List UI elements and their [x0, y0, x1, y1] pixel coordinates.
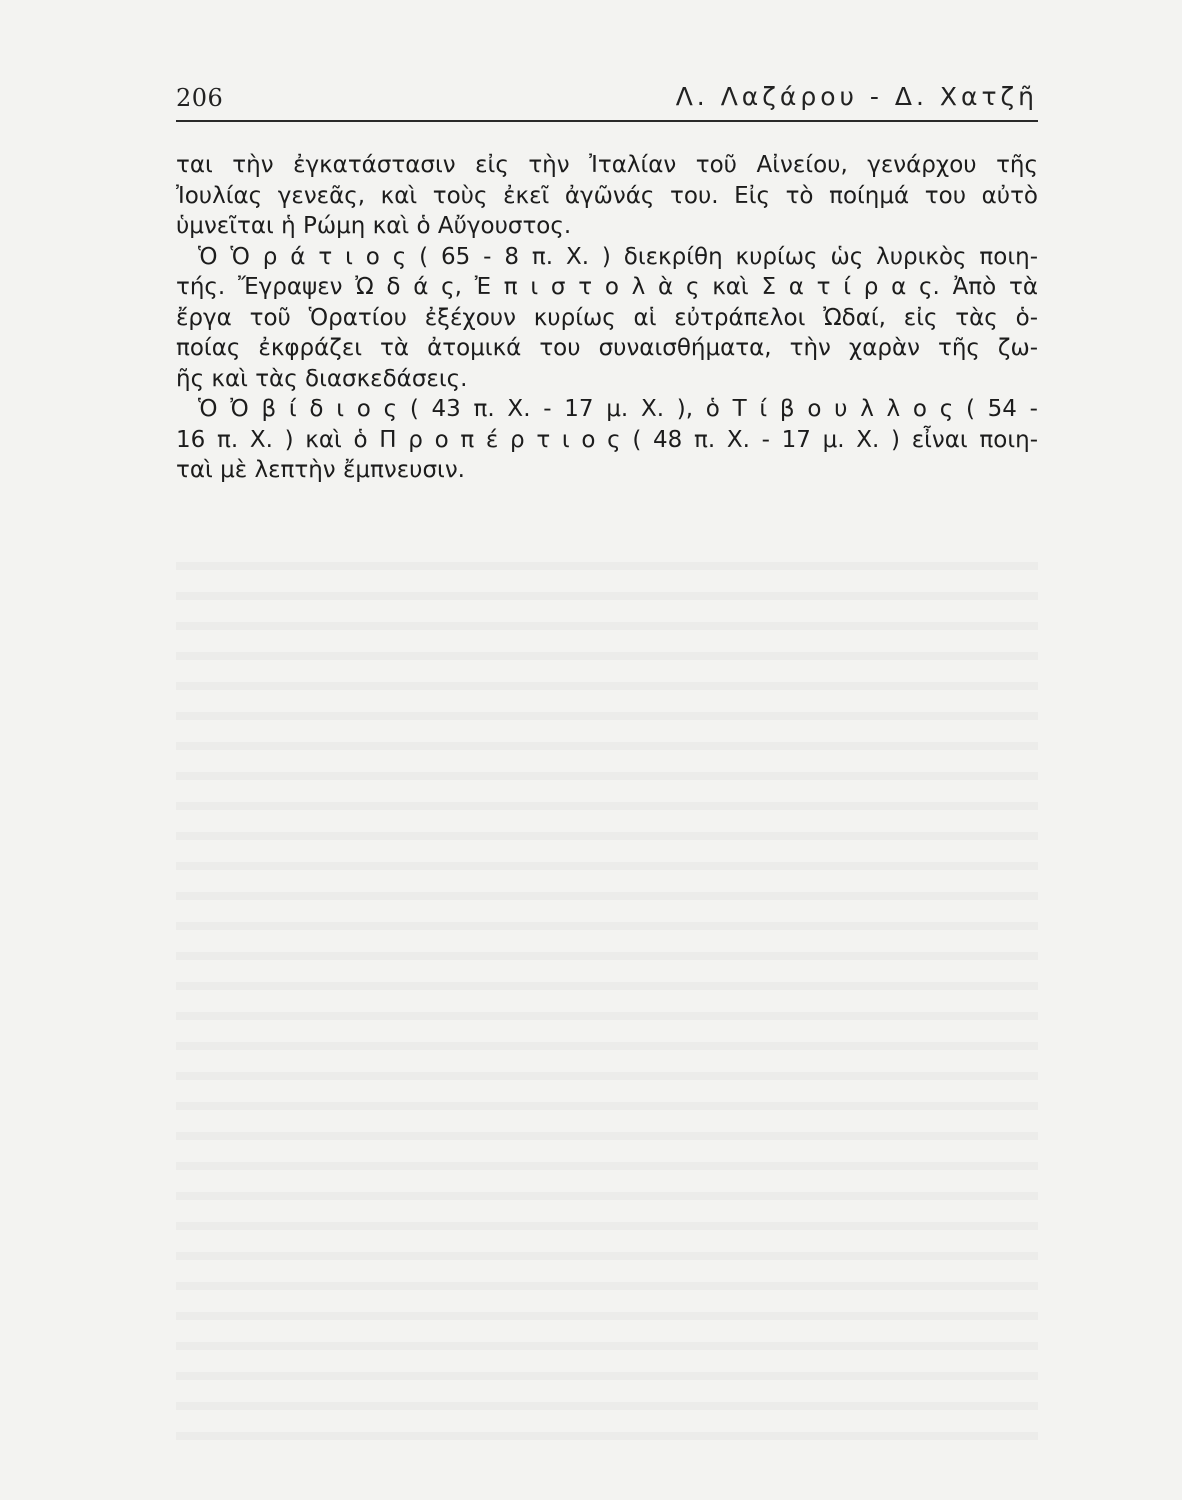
- text-line-1: ται τὴν ἐγκατάστασιν εἰς τὴν Ἰταλίαν τοῦ Αἰνείου, γενάρχου τῆς: [176, 152, 1038, 178]
- text-line-2: Ἰουλίας γενεᾶς, καὶ τοὺς ἐκεῖ ἀγῶνάς του. Εἰς τὸ ποίημά του αὐτὸ: [176, 182, 1038, 209]
- text-line-6: ἔργα τοῦ Ὁρατίου ἐξέχουν κυρίως αἱ εὐτράπελοι Ὠδαί, εἰς τὰς ὁ-: [176, 304, 1038, 331]
- page-number: 206: [176, 84, 224, 112]
- text-line-8: ῆς καὶ τὰς διασκεδάσεις.: [176, 365, 468, 392]
- body-text: [176, 150, 1038, 486]
- text-line-5: τής. Ἔγραψεν Ὠ δ ά ς, Ἐ π ι σ τ ο λ ὰ ς καὶ Σ α τ ί ρ α ς. Ἀπὸ τὰ: [176, 274, 1038, 300]
- text-line-11: ταὶ μὲ λεπτὴν ἔμπνευσιν.: [176, 457, 465, 483]
- text-line-4: Ὁ Ὁ ρ ά τ ι ο ς ( 65 - 8 π. Χ. ) διεκρίθη κυρίως ὡς λυρικὸς ποιη-: [198, 243, 1038, 270]
- text-line-3: ὑμνεῖται ἡ Ρώμη καὶ ὁ Αὔγουστος.: [176, 213, 572, 239]
- running-head: Λ. Λαζάρου - Δ. Χατζῆ: [675, 82, 1038, 111]
- text-line-10: 16 π. Χ. ) καὶ ὁ Π ρ ο π έ ρ τ ι ο ς ( 48 π. Χ. - 17 μ. Χ. ) εἶναι ποιη-: [176, 426, 1038, 453]
- text-line-7: ποίας ἐκφράζει τὰ ἀτομικά του συναισθήματα, τὴν χαρὰν τῆς ζω-: [176, 335, 1038, 361]
- bleed-through-texture: [176, 540, 1038, 1440]
- page-header: [176, 74, 1038, 116]
- header-rule: [176, 120, 1038, 122]
- text-line-9: Ὁ Ὀ β ί δ ι ο ς ( 43 π. Χ. - 17 μ. Χ. ), ὁ Τ ί β ο υ λ λ ο ς ( 54 -: [198, 396, 1038, 422]
